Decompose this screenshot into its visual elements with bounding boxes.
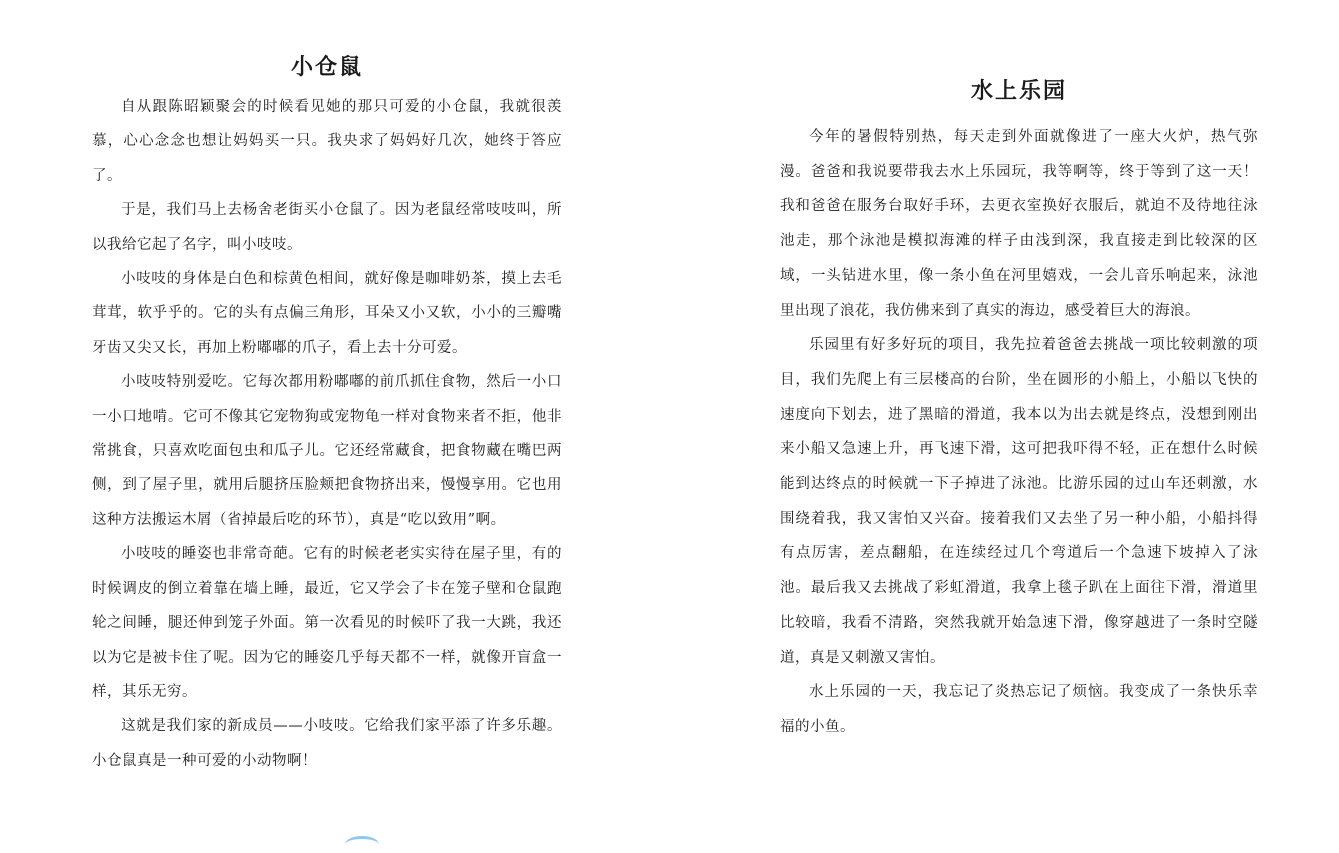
paragraph: 小吱吱的身体是白色和棕黄色相间，就好像是咖啡奶茶，摸上去毛茸茸，软乎乎的。它的头有点偏三角形，耳朵又小又软，小小的三瓣嘴牙齿又尖又长，再加上粉嘟嘟的爪子，看上去十分可爱。 [92, 271, 562, 356]
article-title: 水上乐园 [970, 78, 1067, 104]
paragraph: 这就是我们家的新成员——小吱吱。它给我们家平添了许多乐趣。小仓鼠真是一种可爱的小动物啊！ [92, 718, 562, 769]
paragraph: 今年的暑假特别热，每天走到外面就像进了一座大火炉，热气弥漫。爸爸和我说要带我去水上乐园玩，我等啊等，终于等到了这一天！我和爸爸在服务台取好手环，去更衣室换好衣服后，就迫不及待地往泳池走，那个泳池是模拟海滩的样子由浅到深，我直接走到比较深的区域，一头钻进水里，像一条小鱼在河里嬉戏，一会儿音乐响起来，泳池里出现了浪花，我仿佛来到了真实的海边，感受着巨大的海浪。 [780, 129, 1258, 319]
paragraph: 小吱吱特别爱吃。它每次都用粉嘟嘟的前爪抓住食物，然后一小口一小口地啃。它可不像其它宠物狗或宠物龟一样对食物来者不拒，他非常挑食，只喜欢吃面包虫和瓜子儿。它还经常藏食，把食物藏在嘴巴两侧，到了屋子里，就用后腿挤压脸颊把食物挤出来，慢慢享用。它也用这种方法搬运木屑（省掉最后吃的环节），真是“吃以致用”啊。 [92, 374, 562, 528]
paragraph: 小吱吱的睡姿也非常奇葩。它有的时候老老实实待在屋子里，有的时候调皮的倒立着靠在墙上睡，最近，它又学会了卡在笼子壁和仓鼠跑轮之间睡，腿还伸到笼子外面。第一次看见的时候吓了我一大跳，我还以为它是被卡住了呢。因为它的睡姿几乎每天都不一样，就像开盲盒一样，其乐无穷。 [92, 546, 562, 700]
left-page [92, 0, 562, 843]
paragraph: 水上乐园的一天，我忘记了炎热忘记了烦恼。我变成了一条快乐幸福的小鱼。 [780, 684, 1258, 735]
page-curve-decoration [345, 836, 379, 853]
article-body [92, 90, 562, 778]
paragraph: 乐园里有好多好玩的项目，我先拉着爸爸去挑战一项比较刺激的项目，我们先爬上有三层楼高的台阶，坐在圆形的小船上，小船以飞快的速度向下划去，进了黑暗的滑道，我本以为出去就是终点，没想到刚出来小船又急速上升，再飞速下滑，这可把我吓得不轻，正在想什么时候能到达终点的时候就一下子掉进了泳池。比游乐园的过山车还刺激，水围绕着我，我又害怕又兴奋。接着我们又去坐了另一种小船，小船抖得有点厉害，差点翻船，在连续经过几个弯道后一个急速下坡掉入了泳池。最后我又去挑战了彩虹滑道，我拿上毯子趴在上面往下滑，滑道里比较暗，我看不清路，突然我就开始急速下滑，像穿越进了一条时空隧道，真是又刺激又害怕。 [780, 337, 1258, 666]
article-title: 小仓鼠 [290, 54, 363, 80]
paragraph: 于是，我们马上去杨舍老街买小仓鼠了。因为老鼠经常吱吱叫，所以我给它起了名字，叫小吱吱。 [92, 202, 562, 253]
paragraph: 自从跟陈昭颖聚会的时候看见她的那只可爱的小仓鼠，我就很羡慕，心心念念也想让妈妈买一只。我央求了妈妈好几次，她终于答应了。 [92, 99, 562, 184]
article-body [780, 120, 1258, 745]
right-page [780, 0, 1258, 843]
